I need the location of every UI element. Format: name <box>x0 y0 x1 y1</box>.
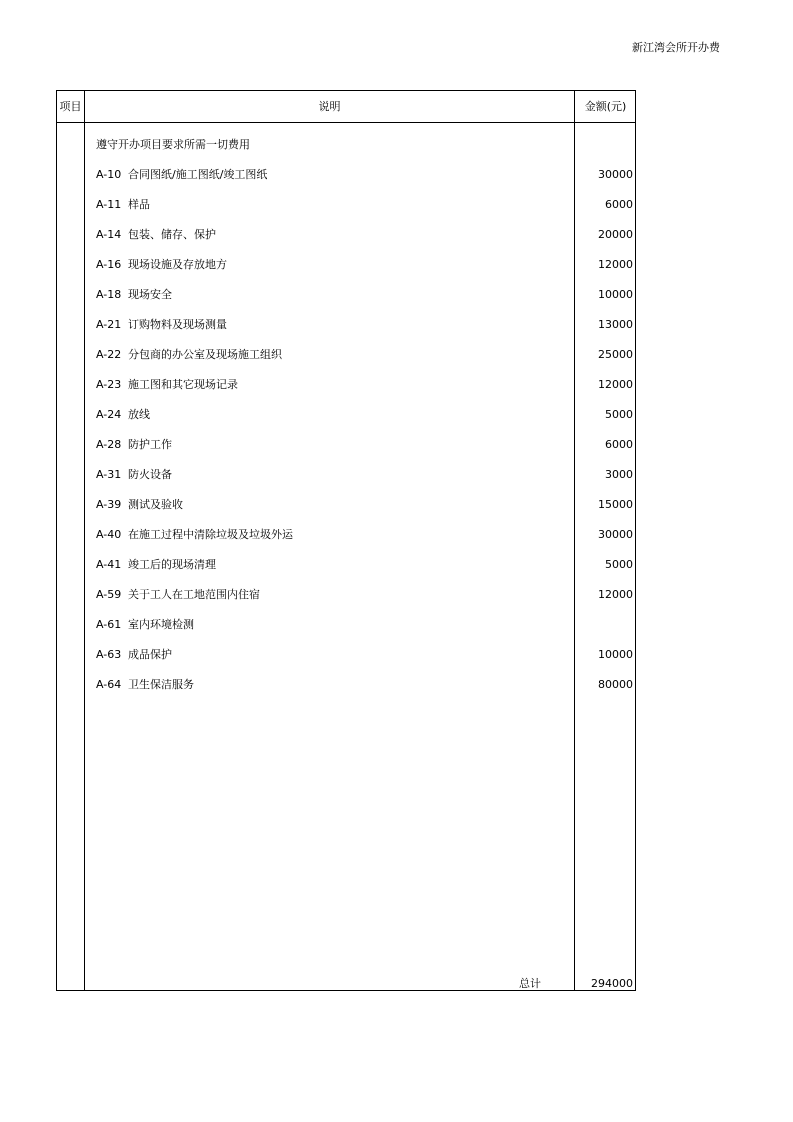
row-amount: 3000 <box>605 468 633 481</box>
total-label: 总计 <box>519 977 541 990</box>
row-code: A-18 <box>96 288 122 301</box>
row-description: 卫生保洁服务 <box>128 678 194 691</box>
intro-text: 遵守开办项目要求所需一切费用 <box>96 138 250 151</box>
header-amount: 金额(元) <box>584 100 627 113</box>
row-amount: 30000 <box>598 528 633 541</box>
header-description: 说明 <box>318 100 341 113</box>
table-row <box>57 256 635 286</box>
row-code: A-10 <box>96 168 122 181</box>
table-row <box>57 226 635 256</box>
row-amount: 12000 <box>598 588 633 601</box>
row-code: A-11 <box>96 198 122 211</box>
table-row <box>57 466 635 496</box>
table-row <box>57 406 635 436</box>
row-amount: 13000 <box>598 318 633 331</box>
row-amount: 12000 <box>598 258 633 271</box>
table-row <box>57 616 635 646</box>
row-amount: 25000 <box>598 348 633 361</box>
row-description: 样品 <box>128 198 150 211</box>
header-item: 项目 <box>59 100 82 113</box>
row-code: A-63 <box>96 648 122 661</box>
table-row <box>57 196 635 226</box>
row-description: 施工图和其它现场记录 <box>128 378 238 391</box>
table-row <box>57 496 635 526</box>
table-row <box>57 526 635 556</box>
row-code: A-59 <box>96 588 122 601</box>
row-amount: 5000 <box>605 558 633 571</box>
table-row <box>57 556 635 586</box>
row-description: 现场安全 <box>128 288 172 301</box>
row-code: A-16 <box>96 258 122 271</box>
row-description: 订购物料及现场测量 <box>128 318 227 331</box>
row-amount: 30000 <box>598 168 633 181</box>
table-row <box>57 436 635 466</box>
table-rows <box>57 166 635 706</box>
page-header: 新江湾会所开办费 <box>632 41 720 54</box>
row-amount: 12000 <box>598 378 633 391</box>
table-row <box>57 166 635 196</box>
row-code: A-64 <box>96 678 122 691</box>
row-code: A-41 <box>96 558 122 571</box>
row-description: 放线 <box>128 408 150 421</box>
row-code: A-22 <box>96 348 122 361</box>
table-row <box>57 646 635 676</box>
row-code: A-61 <box>96 618 122 631</box>
row-code: A-40 <box>96 528 122 541</box>
row-amount: 20000 <box>598 228 633 241</box>
row-code: A-28 <box>96 438 122 451</box>
row-amount: 6000 <box>605 438 633 451</box>
total-value: 294000 <box>591 977 633 990</box>
row-code: A-21 <box>96 318 122 331</box>
table-row <box>57 286 635 316</box>
row-amount: 80000 <box>598 678 633 691</box>
row-amount: 15000 <box>598 498 633 511</box>
row-code: A-31 <box>96 468 122 481</box>
table-row <box>57 316 635 346</box>
row-code: A-39 <box>96 498 122 511</box>
row-description: 室内环境检测 <box>128 618 194 631</box>
row-description: 成品保护 <box>128 648 172 661</box>
table-row <box>57 586 635 616</box>
row-code: A-23 <box>96 378 122 391</box>
row-description: 防火设备 <box>128 468 172 481</box>
row-description: 防护工作 <box>128 438 172 451</box>
table-row <box>57 676 635 706</box>
row-description: 在施工过程中清除垃圾及垃圾外运 <box>128 528 293 541</box>
row-code: A-14 <box>96 228 122 241</box>
table-row <box>57 376 635 406</box>
row-description: 测试及验收 <box>128 498 183 511</box>
row-amount: 10000 <box>598 648 633 661</box>
header-divider <box>57 122 635 123</box>
row-code: A-24 <box>96 408 122 421</box>
table-row <box>57 346 635 376</box>
row-amount: 10000 <box>598 288 633 301</box>
row-description: 竣工后的现场清理 <box>128 558 216 571</box>
cost-table <box>56 90 636 991</box>
row-description: 合同图纸/施工图纸/竣工图纸 <box>128 168 268 181</box>
row-amount: 6000 <box>605 198 633 211</box>
row-description: 分包商的办公室及现场施工组织 <box>128 348 282 361</box>
row-description: 包装、储存、保护 <box>128 228 216 241</box>
row-amount: 5000 <box>605 408 633 421</box>
row-description: 关于工人在工地范围内住宿 <box>128 588 260 601</box>
row-description: 现场设施及存放地方 <box>128 258 227 271</box>
